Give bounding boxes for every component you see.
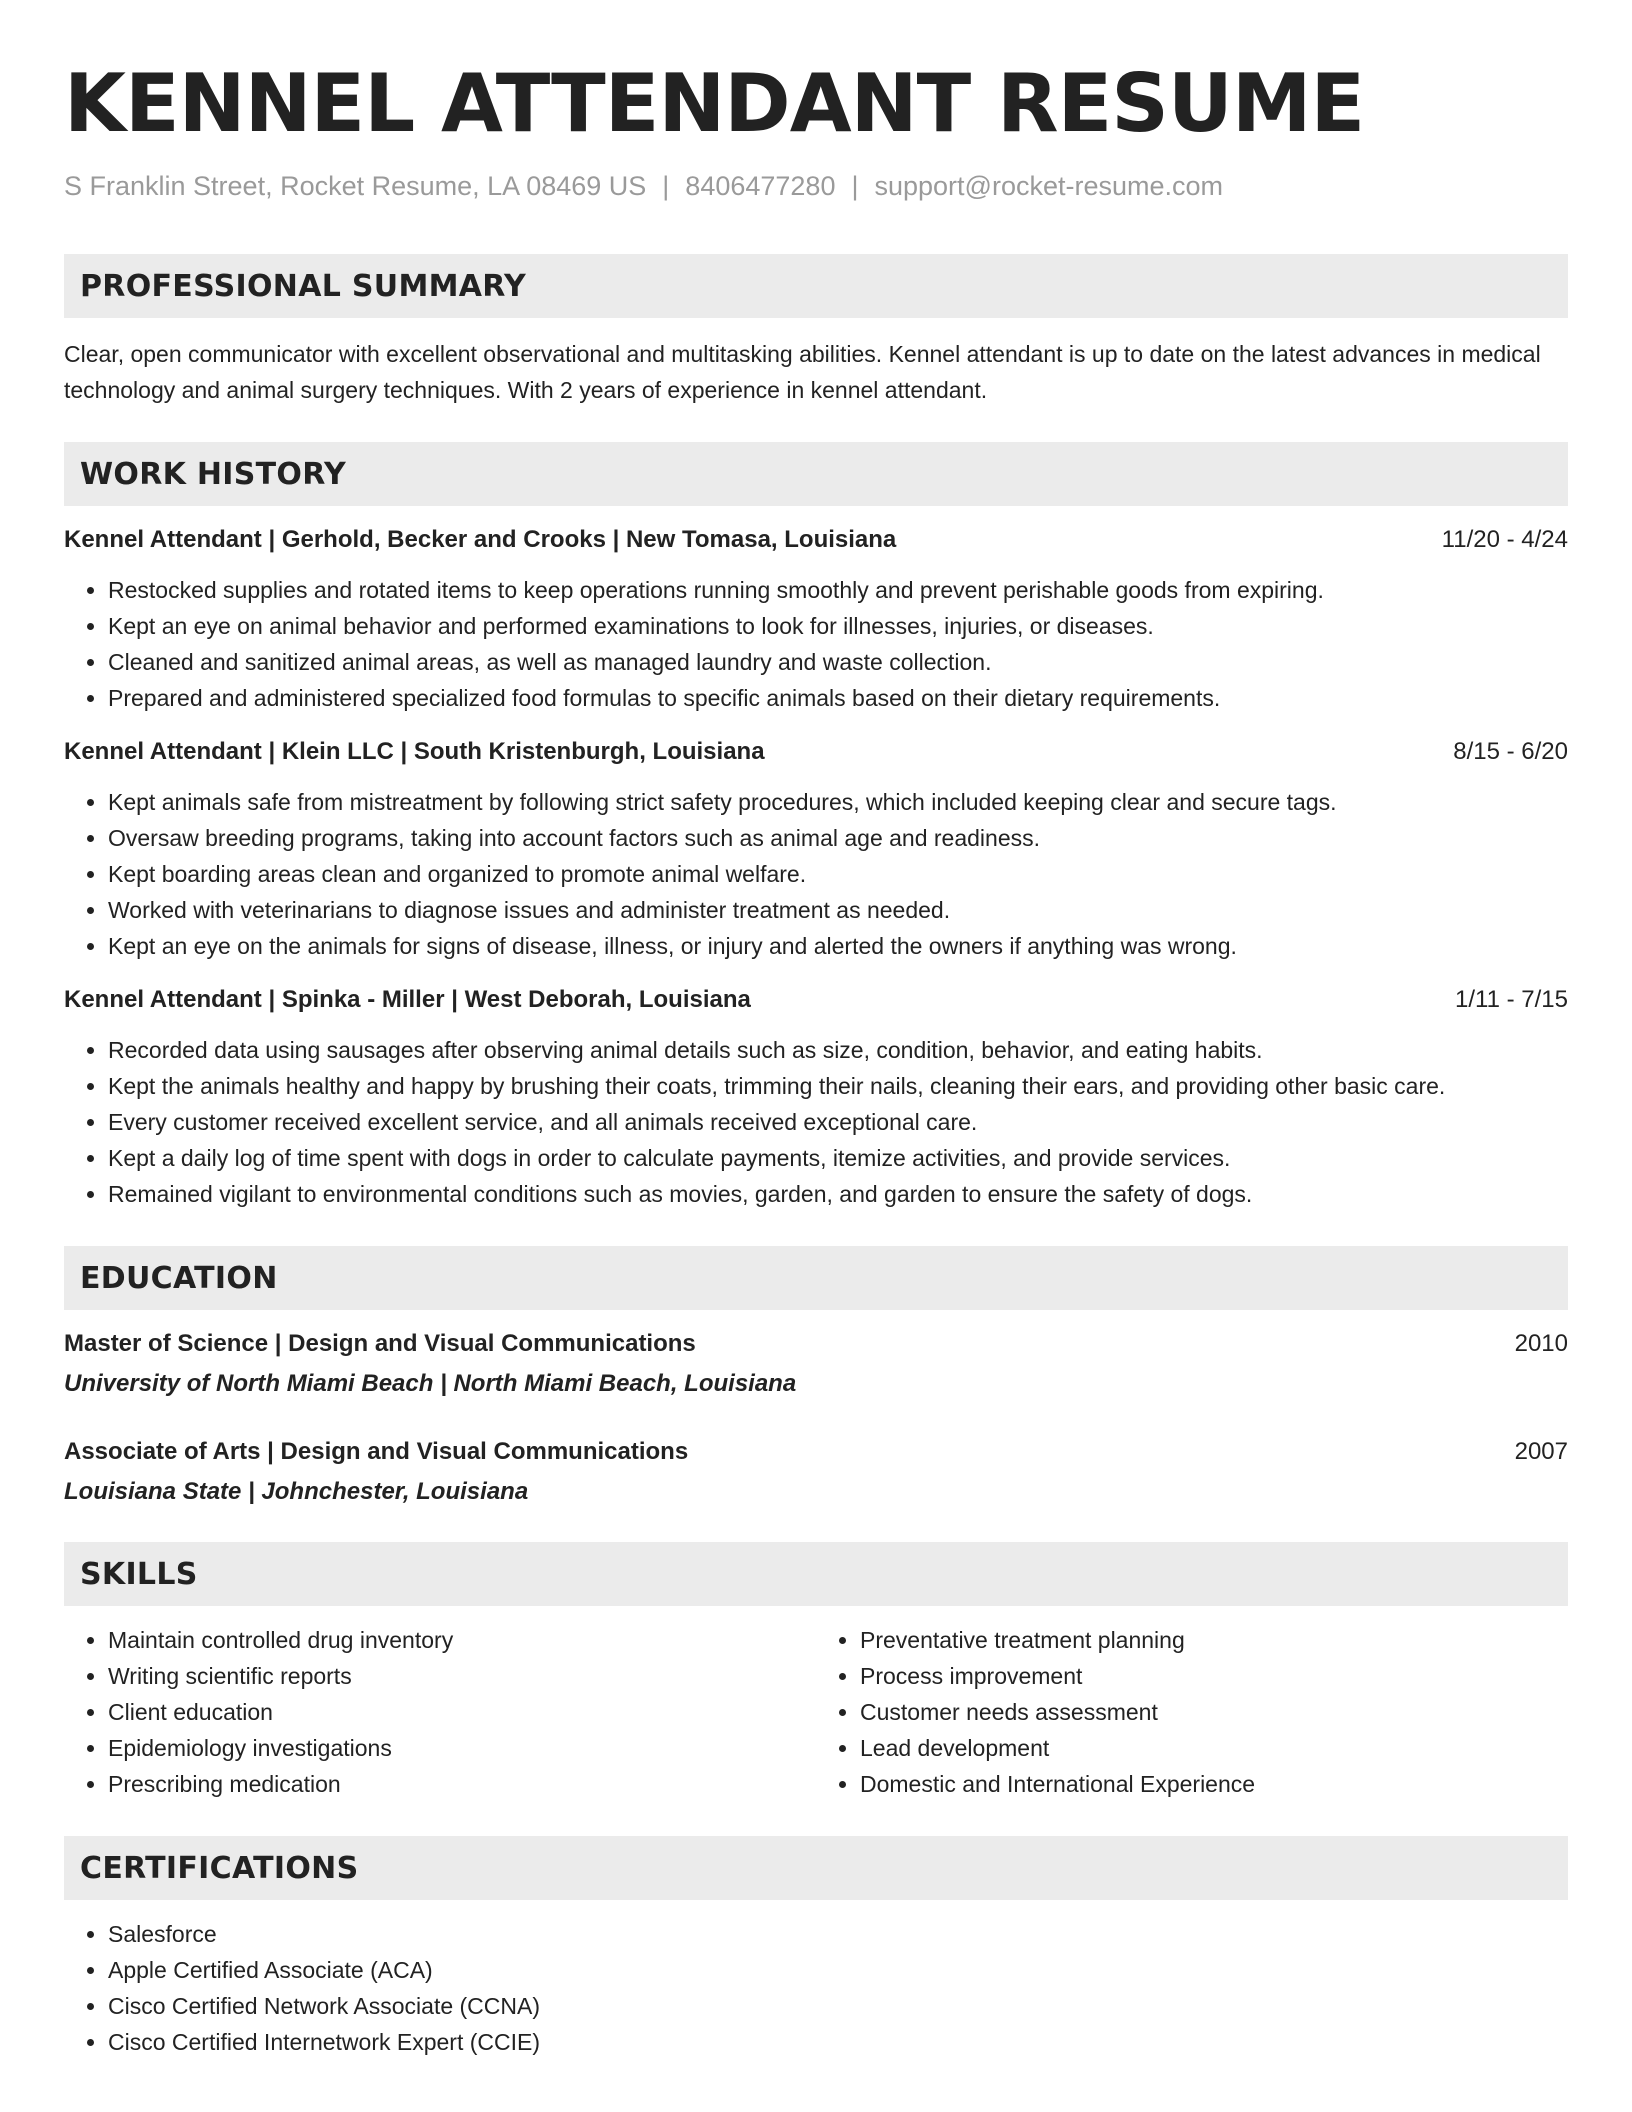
job-duty: • Remained vigilant to environmental conditions such as movies, garden, and garden to ensure the safety of dogs. (108, 1176, 1568, 1212)
job-duty: • Restocked supplies and rotated items to keep operations running smoothly and prevent perishable goods from expiring. (108, 572, 1568, 608)
section-header-education: EDUCATION (64, 1246, 1568, 1310)
skill-item: • Process improvement (860, 1658, 1568, 1694)
education-school: University of North Miami Beach | North Miami Beach, Louisiana (64, 1370, 797, 1397)
job-duty: • Prepared and administered specialized food formulas to specific animals based on their dietary requirements. (108, 680, 1568, 716)
job-duty: • Worked with veterinarians to diagnose issues and administer treatment as needed. (108, 892, 1568, 928)
contact-phone: 8406477280 (685, 171, 836, 201)
job-header (64, 524, 1568, 556)
job-duties (64, 1032, 1568, 1212)
skill-item: • Epidemiology investigations (108, 1730, 816, 1766)
skills-columns (64, 1622, 1568, 1802)
contact-email: support@rocket-resume.com (874, 171, 1224, 201)
job-title: Kennel Attendant | Gerhold, Becker and Crooks | New Tomasa, Louisiana (64, 526, 897, 553)
education-school: Louisiana State | Johnchester, Louisiana (64, 1478, 529, 1505)
contact-separator: | (851, 171, 859, 201)
job-header (64, 984, 1568, 1016)
job-duty: • Kept animals safe from mistreatment by following strict safety procedures, which included keeping clear and secure tags. (108, 784, 1568, 820)
certifications-list (64, 1916, 1568, 2060)
job-duty: • Oversaw breeding programs, taking into account factors such as animal age and readiness. (108, 820, 1568, 856)
skill-item: • Domestic and International Experience (860, 1766, 1568, 1802)
job-duty: • Every customer received excellent service, and all animals received exceptional care. (108, 1104, 1568, 1140)
job-header (64, 736, 1568, 768)
job-dates: 1/11 - 7/15 (1455, 986, 1568, 1013)
education-year: 2010 (1514, 1330, 1568, 1357)
education-entry (64, 1328, 1568, 1400)
job-entry (64, 524, 1568, 716)
skills-column-right (816, 1622, 1568, 1802)
job-title: Kennel Attendant | Spinka - Miller | West Deborah, Louisiana (64, 986, 751, 1013)
certification-items (64, 1916, 1568, 2060)
skill-item: • Customer needs assessment (860, 1694, 1568, 1730)
job-duties (64, 784, 1568, 964)
skill-item: • Maintain controlled drug inventory (108, 1622, 816, 1658)
certification-item: • Salesforce (108, 1916, 1568, 1952)
skill-item: • Preventative treatment planning (860, 1622, 1568, 1658)
skill-item: • Lead development (860, 1730, 1568, 1766)
certification-item: • Cisco Certified Network Associate (CCNA) (108, 1988, 1568, 2024)
education-header (64, 1328, 1568, 1360)
certification-item: • Cisco Certified Internetwork Expert (CCIE) (108, 2024, 1568, 2060)
contact-address: S Franklin Street, Rocket Resume, LA 08469 US (64, 171, 647, 201)
job-duty: • Recorded data using sausages after observing animal details such as size, condition, behavior, and eating habits. (108, 1032, 1568, 1068)
job-duty: • Cleaned and sanitized animal areas, as well as managed laundry and waste collection. (108, 644, 1568, 680)
job-duty: • Kept a daily log of time spent with dogs in order to calculate payments, itemize activities, and provide services. (108, 1140, 1568, 1176)
contact-line (64, 168, 1568, 204)
certification-item: • Apple Certified Associate (ACA) (108, 1952, 1568, 1988)
job-duty: • Kept the animals healthy and happy by brushing their coats, trimming their nails, cleaning their ears, and providing other basic care. (108, 1068, 1568, 1104)
education-degree: Master of Science | Design and Visual Communications (64, 1330, 696, 1357)
education-entry (64, 1436, 1568, 1508)
education-header (64, 1436, 1568, 1468)
job-dates: 8/15 - 6/20 (1453, 738, 1568, 765)
education-degree: Associate of Arts | Design and Visual Communications (64, 1438, 689, 1465)
section-header-work-history: WORK HISTORY (64, 442, 1568, 506)
job-entry (64, 736, 1568, 964)
job-title: Kennel Attendant | Klein LLC | South Kristenburgh, Louisiana (64, 738, 765, 765)
skill-item: • Prescribing medication (108, 1766, 816, 1802)
section-header-certifications: CERTIFICATIONS (64, 1836, 1568, 1900)
section-header-summary: PROFESSIONAL SUMMARY (64, 254, 1568, 318)
job-duty: • Kept an eye on the animals for signs of disease, illness, or injury and alerted the owners if anything was wrong. (108, 928, 1568, 964)
job-duty: • Kept boarding areas clean and organized to promote animal welfare. (108, 856, 1568, 892)
job-duties (64, 572, 1568, 716)
job-dates: 11/20 - 4/24 (1441, 526, 1568, 553)
job-entry (64, 984, 1568, 1212)
job-duty: • Kept an eye on animal behavior and performed examinations to look for illnesses, injuries, or diseases. (108, 608, 1568, 644)
skills-column-left (64, 1622, 816, 1802)
education-year: 2007 (1514, 1438, 1568, 1465)
section-header-skills: SKILLS (64, 1542, 1568, 1606)
skill-item: • Writing scientific reports (108, 1658, 816, 1694)
contact-separator: | (662, 171, 670, 201)
resume-title: KENNEL ATTENDANT RESUME (64, 57, 1365, 150)
skill-item: • Client education (108, 1694, 816, 1730)
summary-text: Clear, open communicator with excellent observational and multitasking abilities. Kennel attendant is up to date on the latest advances in medical technology and animal surgery techniques. With 2 years of experience in kennel attendant. (64, 341, 1541, 403)
